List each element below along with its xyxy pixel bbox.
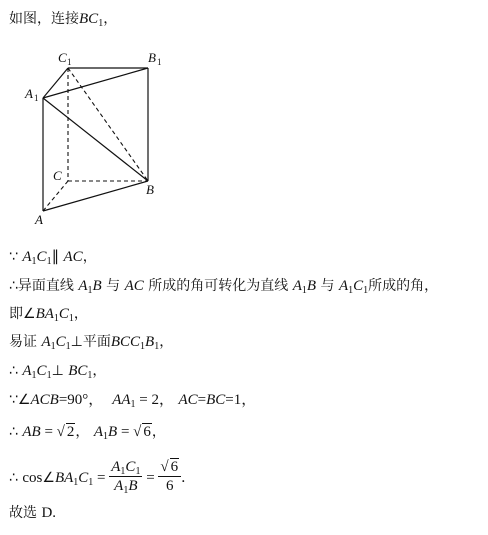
vertex-c-label: C [53,168,62,183]
vertex-c1-label: C [58,50,67,65]
edge-a1-b1 [43,68,148,98]
line-4: 易证 $A_1C_1\perp$平面$BCC_1B_1$， [9,334,174,352]
edge-a1-c1 [43,68,68,98]
answer: D. [41,505,57,521]
prism-figure [20,46,190,231]
intro-line: 如图，连接$BC_1$， [9,11,118,29]
vertex-b-label: B [146,182,154,197]
line-1: ∵ $A_1C_1\parallel$ AC， [9,249,97,267]
line-5: ∴ $A_1C_1\perp$ $BC_1$， [9,363,107,381]
vertex-a1-label: A [25,86,33,101]
svg-text:1: 1 [34,93,39,103]
edge-c-a-dashed [43,181,68,211]
line-8: ∴ $\cos\angle BA_1C_1$ = $\frac{A_1C_1}{A_1B}$ = $\frac{√ 6}{6}$ ． [9,458,196,496]
svg-text:1: 1 [67,57,72,67]
line-2: ∴异面直线 $A_1B$ 与 AC 所成的角可转化为直线 $A_1B$ 与 $A_1C_1$所成的角， [9,278,439,296]
vertex-a-label: A [35,212,43,227]
fraction-1: $\frac{A_1C_1}{A_1B}$ [111,458,141,496]
edge-a-b [43,181,148,211]
edge-c1-b-dashed [68,68,148,181]
segment-label: $BC_1$ [79,11,104,29]
fraction-2: $\frac{√ 6}{6}$ [158,458,181,495]
vertex-b1-label: B [148,50,156,65]
svg-text:1: 1 [157,57,162,67]
line-9: 故选 D. [9,505,57,521]
line-3: 即$\angle BA_1C_1$， [9,306,88,324]
line-6: ∵∠ACB=90°， $AA_1 = 2$， AC=BC=1， [9,392,257,410]
intro-text: 如图，连接 [9,11,79,27]
line-7: ∴ AB = √ 2， $A_1B$ = √ 6， [9,424,166,442]
